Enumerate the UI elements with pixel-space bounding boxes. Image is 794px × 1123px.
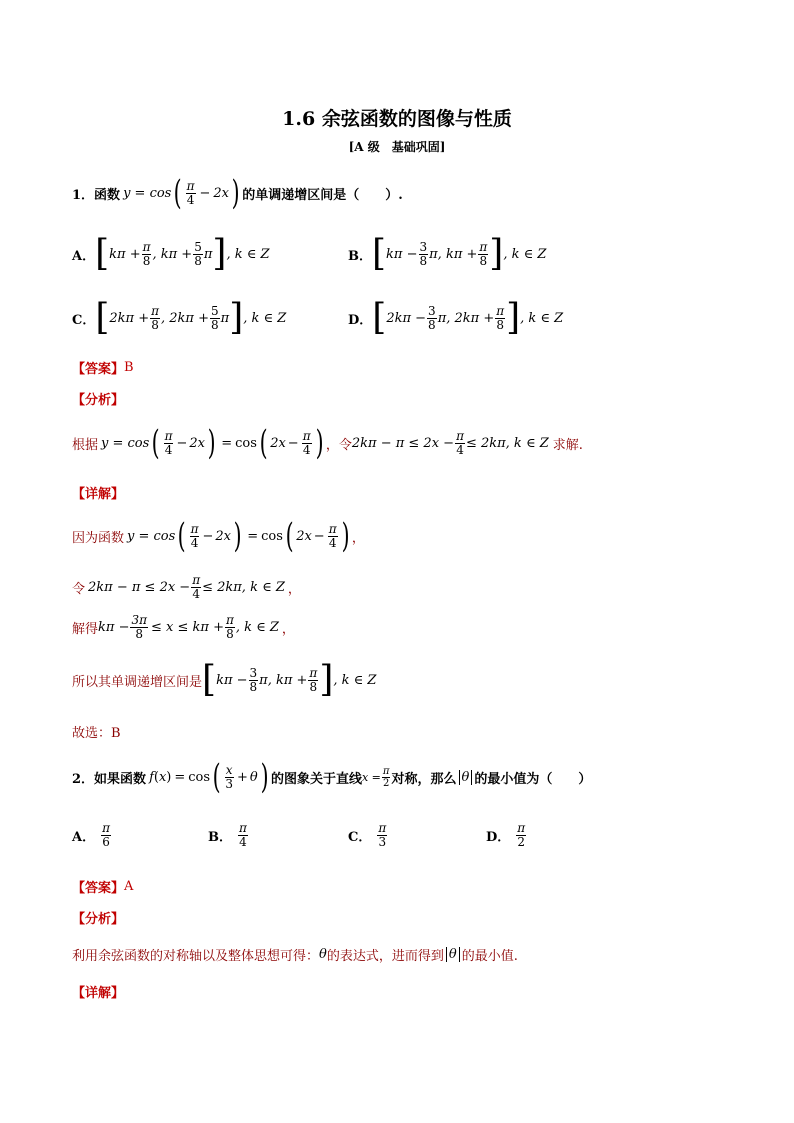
fraction: $\frac{x}{3}$ <box>225 762 233 791</box>
cos: cos <box>261 528 283 544</box>
expr: 2kπ − π ≤ 2x − <box>351 435 455 451</box>
text: ，令 <box>325 437 352 453</box>
text: 根据 <box>72 437 99 453</box>
expr: ≤ 2kπ, k ∈ Z <box>465 435 549 451</box>
paren-close: ) <box>341 516 350 556</box>
bracket-close: ] <box>506 297 521 338</box>
analysis-line <box>72 423 583 463</box>
text: 因为函数 <box>72 530 125 546</box>
option-a[interactable] <box>72 233 270 274</box>
option-label: D． <box>348 312 373 328</box>
answer-value: B <box>124 360 134 375</box>
bracket-close: ] <box>212 233 227 274</box>
q2-option-d[interactable] <box>486 822 527 849</box>
bracket-open: [ <box>372 233 387 274</box>
detail-tag: 【详解】 <box>72 487 125 502</box>
term: 2x <box>296 528 312 544</box>
fraction: $\frac{\pi}{4}$ <box>328 521 337 550</box>
expr: , kπ + <box>152 246 193 262</box>
text: ， <box>351 530 365 546</box>
question-number: 2． <box>72 771 95 787</box>
expr: π, kπ + <box>429 246 478 262</box>
paren-close: ) <box>233 516 242 556</box>
expr: , k ∈ Z <box>226 246 270 262</box>
cos: cos <box>235 435 257 451</box>
expr: π, kπ + <box>259 672 308 688</box>
analysis-tag: 【分析】 <box>72 393 125 408</box>
paren-open: ( <box>173 173 182 213</box>
expr: ≤ x ≤ kπ + <box>151 620 224 635</box>
fraction: $\frac{\pi}{8}$ <box>151 303 160 332</box>
text: 所以其单调递增区间是 <box>72 674 203 690</box>
fraction: $\frac{3}{8}$ <box>249 665 258 694</box>
option-label: A． <box>72 248 96 264</box>
fraction: $\frac{\pi}{4}$ <box>456 428 464 457</box>
fraction: $\frac{\pi}{8}$ <box>309 665 318 694</box>
fraction: $\frac{\pi}{8}$ <box>142 239 151 268</box>
expr: , k ∈ Z <box>503 246 547 262</box>
text: 令 <box>72 582 86 597</box>
stem-text: 对称，那么 <box>391 771 457 787</box>
paren-open: ( <box>177 516 186 556</box>
bracket-open: [ <box>372 297 387 338</box>
expr: 2kπ − <box>386 310 427 326</box>
fraction: $\frac{\pi}{8}$ <box>496 303 505 332</box>
question-2-stem: 2． 如果函数 f ( x ) = cos ( $\frac{x}{3}$ + θ ) 的图象关于直线 x = $\frac{\pi}{2}$ 对称，那么 θ 的最小值为（ ） <box>72 757 592 797</box>
equals: = <box>221 435 233 451</box>
detail-line-1 <box>72 516 365 556</box>
fraction: $\frac{\pi}{2}$ <box>517 821 526 849</box>
detail-line-5: 故选：B <box>72 726 121 741</box>
expr: f <box>149 769 154 785</box>
paren-open: ( <box>259 423 268 463</box>
answer-2 <box>72 877 133 896</box>
func-expr: y = cos <box>123 185 172 201</box>
bracket-open: [ <box>95 297 110 338</box>
answer-1 <box>72 358 134 377</box>
option-label: A． <box>72 830 96 845</box>
fraction: $\frac{\pi}{3}$ <box>378 821 387 849</box>
paren-close: ) <box>207 423 216 463</box>
minus-sign: − <box>176 435 188 451</box>
minus-sign: − <box>199 185 211 201</box>
fraction: $\frac{3\pi}{8}$ <box>131 613 147 641</box>
text: 利用余弦函数的对称轴以及整体思想可得： <box>72 949 320 964</box>
expr: , k ∈ Z <box>520 310 564 326</box>
minus-sign: − <box>313 528 325 544</box>
option-label: B． <box>208 830 232 845</box>
paren-open: ( <box>212 757 221 797</box>
text: 的表达式，进而得到 <box>326 949 444 964</box>
bracket-open: [ <box>202 659 217 700</box>
q2-option-c[interactable] <box>348 822 388 849</box>
stem-text: 的图象关于直线 <box>270 771 362 787</box>
abs-theta: θ <box>446 947 460 962</box>
text: 解得 <box>72 622 99 637</box>
expr: , k ∈ Z <box>243 310 287 326</box>
fraction: $\frac{\pi}{8}$ <box>479 239 488 268</box>
bracket-close: ] <box>489 233 504 274</box>
fraction: $\frac{\pi}{4}$ <box>164 428 173 457</box>
answer-tag: 【答案】 <box>72 881 125 896</box>
question-number: 1． <box>72 187 95 203</box>
fraction: $\frac{5}{8}$ <box>211 303 219 332</box>
term: 2x <box>189 435 205 451</box>
expr: x = <box>361 770 381 784</box>
detail-line-4 <box>72 659 377 700</box>
question-1-stem <box>72 173 403 213</box>
term: 2x <box>270 435 286 451</box>
stem-text: 函数 <box>94 187 121 203</box>
text: 的最小值. <box>461 949 518 964</box>
minus-sign: − <box>202 528 214 544</box>
q2-option-a[interactable] <box>72 822 112 849</box>
answer-tag: 【答案】 <box>72 362 125 377</box>
answer-value: A <box>124 879 134 894</box>
expr: π <box>203 246 213 262</box>
stem-text-end: 的单调递增区间是（ ）. <box>242 187 403 203</box>
fraction: $\frac{5}{8}$ <box>194 239 202 268</box>
option-label: C． <box>72 312 96 328</box>
expr: kπ − <box>386 246 418 262</box>
text: 求解. <box>552 437 583 453</box>
analysis-line-2 <box>72 945 518 964</box>
text: ， <box>287 582 301 597</box>
fraction: $\frac{3}{8}$ <box>419 239 428 268</box>
stem-text-end: 的最小值为（ ） <box>474 771 592 787</box>
fraction: $\frac{\pi}{4}$ <box>302 428 311 457</box>
theta: θ <box>319 947 327 962</box>
bracket-close: ] <box>319 659 334 700</box>
page-title: 1.6 余弦函数的图像与性质 <box>282 108 512 130</box>
option-d[interactable] <box>348 297 564 338</box>
fraction: $\frac{\pi}{4}$ <box>190 521 199 550</box>
paren-close: ) <box>260 757 269 797</box>
term: 2x <box>215 528 231 544</box>
option-label: B． <box>348 248 372 264</box>
bracket-open: [ <box>95 233 110 274</box>
expr: 2kπ − π ≤ 2x − <box>88 580 191 595</box>
expr: kπ + <box>109 246 141 262</box>
expr: π <box>220 310 230 326</box>
minus-sign: − <box>287 435 299 451</box>
plus-sign: + <box>236 769 248 785</box>
paren-close: ) <box>315 423 324 463</box>
theta: θ <box>249 769 258 785</box>
q2-option-b[interactable] <box>208 822 249 849</box>
fraction: $\frac{\pi}{6}$ <box>102 821 110 849</box>
level-subtitle: [A 级 基础巩固] <box>348 140 446 154</box>
text: ， <box>281 622 295 637</box>
detail-line-3 <box>72 614 295 641</box>
paren-open: ( <box>285 516 294 556</box>
detail-tag: 【详解】 <box>72 986 125 1001</box>
equals: = <box>174 769 186 785</box>
paren-open: ( <box>151 423 160 463</box>
cos: cos <box>188 769 211 785</box>
fraction: $\frac{3}{8}$ <box>428 303 436 332</box>
abs-theta: θ <box>459 770 473 785</box>
fraction: $\frac{\pi}{4}$ <box>239 821 247 849</box>
option-label: D． <box>486 830 511 845</box>
fraction: $\frac{\pi}{4}$ <box>186 178 195 207</box>
expr: , k ∈ Z <box>235 620 279 635</box>
fraction: $\frac{\pi}{8}$ <box>225 613 234 641</box>
paren-close: ) <box>231 173 240 213</box>
option-c[interactable] <box>72 297 287 338</box>
detail-line-2 <box>72 574 301 601</box>
equals: = <box>247 528 259 544</box>
expr: 2kπ + <box>109 310 150 326</box>
bracket-close: ] <box>229 297 244 338</box>
option-b[interactable] <box>348 233 547 274</box>
expr: y = cos <box>127 528 176 544</box>
fraction: $\frac{\pi}{4}$ <box>192 573 201 601</box>
expr: kπ − <box>216 672 248 688</box>
expr: x <box>158 769 167 785</box>
analysis-tag: 【分析】 <box>72 912 125 927</box>
expr: y = cos <box>101 435 150 451</box>
expr: , k ∈ Z <box>333 672 377 688</box>
expr: , 2kπ + <box>161 310 209 326</box>
expr: ≤ 2kπ, k ∈ Z <box>202 580 285 595</box>
expr: kπ − <box>98 620 130 635</box>
term: 2x <box>213 185 230 201</box>
option-label: C． <box>348 830 372 845</box>
stem-text: 如果函数 <box>94 771 147 787</box>
expr: π, 2kπ + <box>437 310 495 326</box>
fraction: $\frac{\pi}{2}$ <box>382 765 390 789</box>
